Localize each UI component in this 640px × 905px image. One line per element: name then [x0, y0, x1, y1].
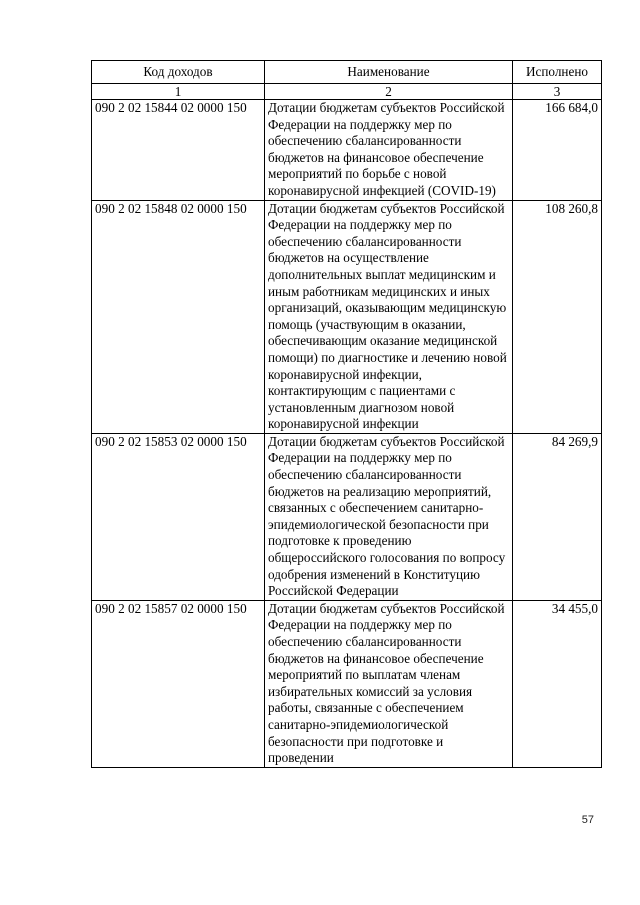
revenue-table	[91, 60, 602, 768]
header-executed: Исполнено	[513, 61, 602, 84]
table-row	[92, 200, 602, 433]
revenue-code-cell: 090 2 02 15848 02 0000 150	[92, 200, 265, 433]
table-header-row	[92, 61, 602, 84]
executed-amount-cell: 84 269,9	[513, 433, 602, 600]
header-name: Наименование	[265, 61, 513, 84]
executed-amount-cell: 34 455,0	[513, 600, 602, 767]
revenue-name-cell: Дотации бюджетам субъектов Российской Федерации на поддержку мер по обеспечению сбалансированности бюджетов на реализацию мероприятий, связанных с обеспечением санитарно-эпидемиологической безопасности при подготовке к проведению общероссийского голосования по вопросу одобрения изменений в Конституцию Российской Федерации	[265, 433, 513, 600]
revenue-name-cell: Дотации бюджетам субъектов Российской Федерации на поддержку мер по обеспечению сбалансированности бюджетов на финансовое обеспечение мероприятий по выплатам членам избирательных комиссий за условия работы, связанные с обеспечением санитарно-эпидемиологической безопасности при подготовке и проведении	[265, 600, 513, 767]
table-row	[92, 433, 602, 600]
revenue-name-cell: Дотации бюджетам субъектов Российской Федерации на поддержку мер по обеспечению сбалансированности бюджетов на осуществление дополнительных выплат медицинским и иным работникам медицинских и иных организаций, оказывающим медицинскую помощь (участвующим в оказании, обеспечивающим оказание медицинской помощи) по диагностике и лечению новой коронавирусной инфекции, контактирующим с пациентами с установленным диагнозом новой коронавирусной инфекции	[265, 200, 513, 433]
revenue-code-cell: 090 2 02 15857 02 0000 150	[92, 600, 265, 767]
column-number: 1	[92, 84, 265, 100]
page-number: 57	[581, 814, 594, 826]
executed-amount-cell: 108 260,8	[513, 200, 602, 433]
revenue-code-cell: 090 2 02 15844 02 0000 150	[92, 100, 265, 201]
column-number-row	[92, 84, 602, 100]
header-revenue-code: Код доходов	[92, 61, 265, 84]
column-number: 2	[265, 84, 513, 100]
revenue-name-cell: Дотации бюджетам субъектов Российской Федерации на поддержку мер по обеспечению сбалансированности бюджетов на финансовое обеспечение мероприятий по борьбе с новой коронавирусной инфекцией (COVID-19)	[265, 100, 513, 201]
revenue-code-cell: 090 2 02 15853 02 0000 150	[92, 433, 265, 600]
table-row	[92, 100, 602, 201]
executed-amount-cell: 166 684,0	[513, 100, 602, 201]
table-row	[92, 600, 602, 767]
column-number: 3	[513, 84, 602, 100]
